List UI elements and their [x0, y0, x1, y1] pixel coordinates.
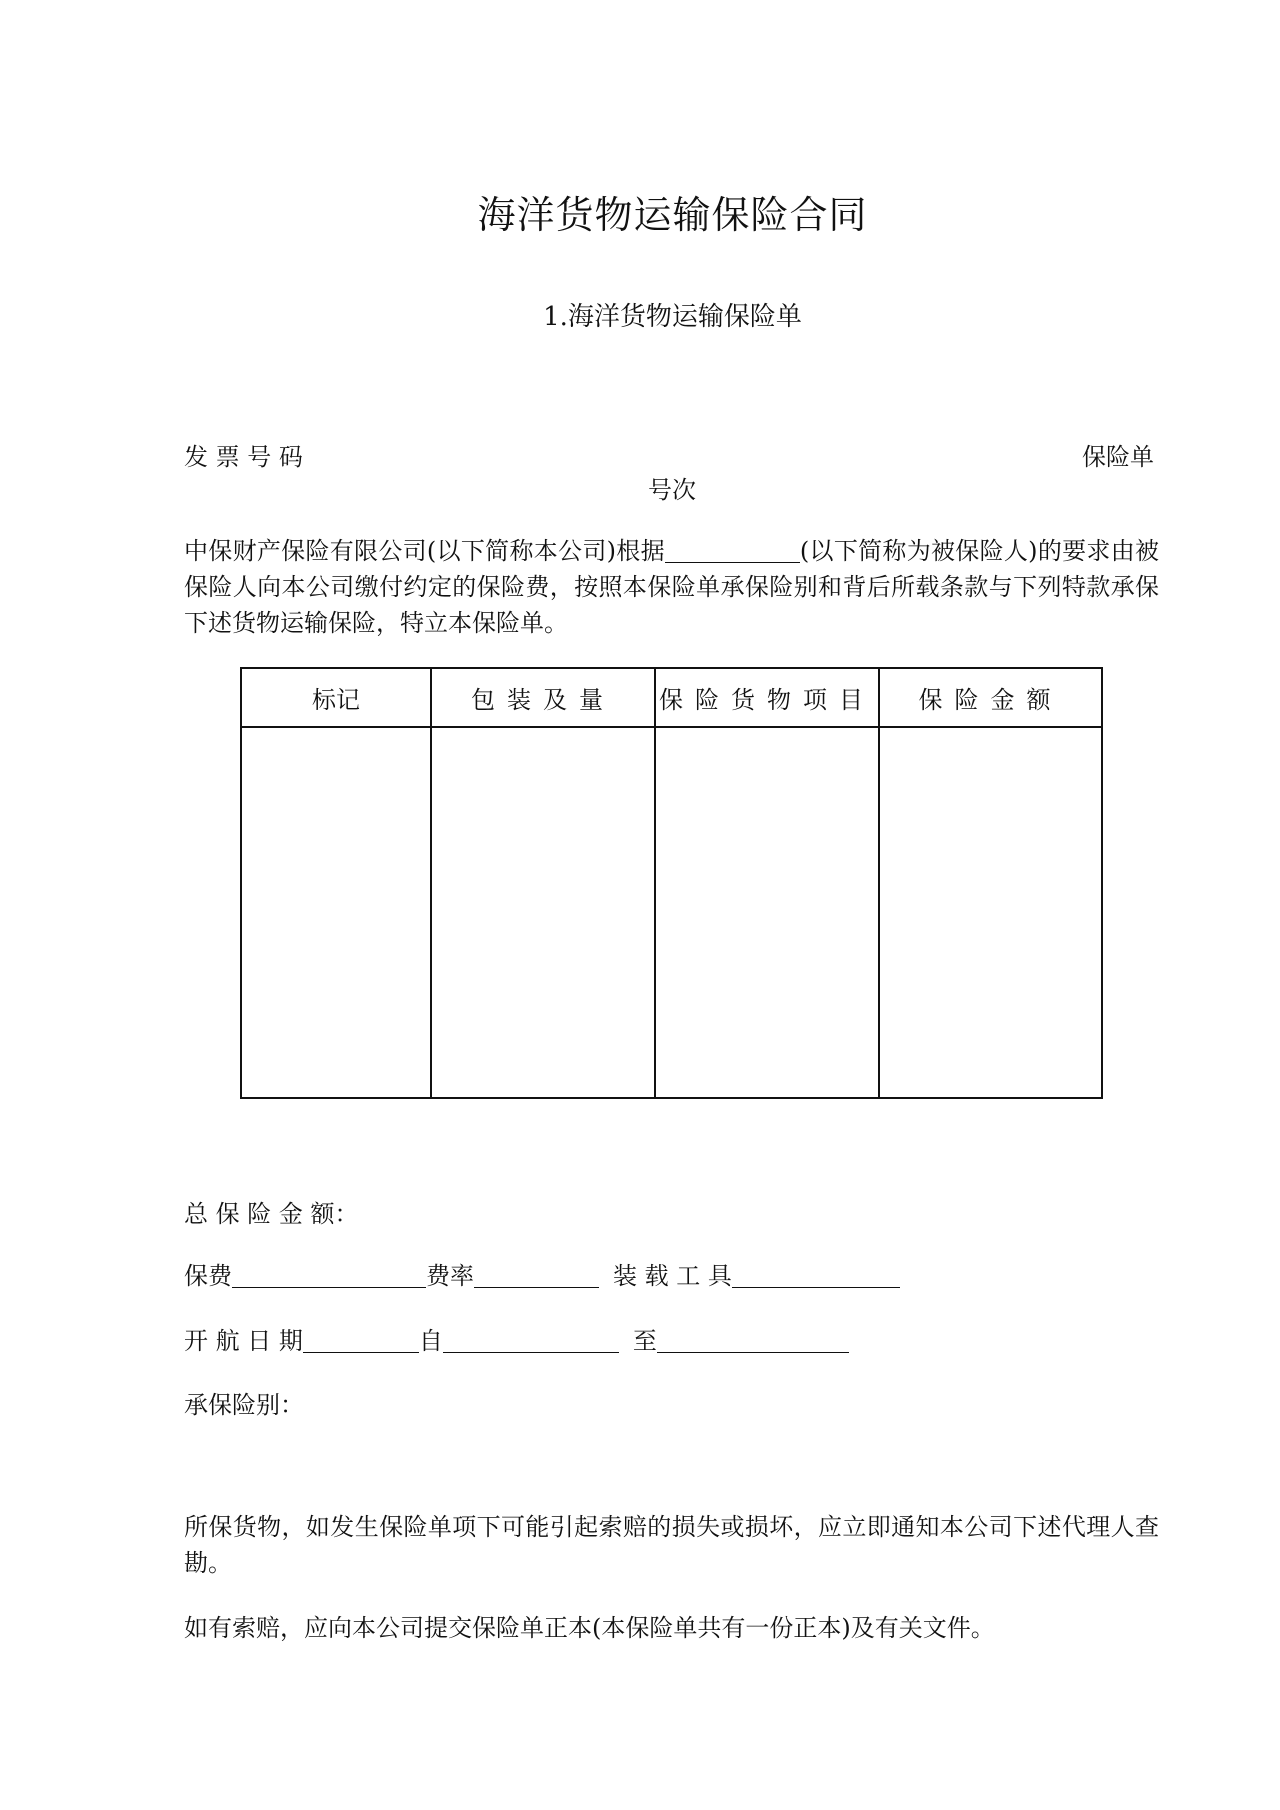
goods-cell[interactable]	[655, 727, 879, 1098]
table-row	[241, 727, 1102, 1098]
from-label: 自	[418, 1327, 443, 1355]
intro-text-part1: 中保财产保险有限公司(以下简称本公司)根据	[184, 537, 665, 565]
policy-number-label-a: 保险单	[1082, 443, 1154, 471]
premium-line	[184, 1258, 900, 1294]
rate-label: 费率	[426, 1262, 474, 1290]
from-blank[interactable]	[443, 1326, 619, 1353]
sailing-date-blank[interactable]	[303, 1326, 419, 1353]
intro-text-part2: (以下简称为被保险人)的要求由被保险人向本公司缴付约定的保险费，按照本保险单承保险别和背后所载条款与下列特款承保下述货物运输保险，特立本保险单。	[184, 537, 1159, 637]
packing-cell[interactable]	[431, 727, 655, 1098]
policy-number-label-b: 号次	[648, 476, 696, 504]
insured-name-blank[interactable]	[665, 536, 800, 563]
sailing-line	[184, 1323, 849, 1359]
header-packing-quantity: 包装及量	[431, 668, 655, 727]
header-insured-goods: 保险货物项目	[655, 668, 879, 727]
to-blank[interactable]	[657, 1326, 849, 1353]
header-insured-amount: 保险金额	[879, 668, 1102, 727]
document-subtitle: 1.海洋货物运输保险单	[543, 302, 802, 332]
premium-blank[interactable]	[232, 1261, 426, 1288]
claim-documents-paragraph: 如有索赔，应向本公司提交保险单正本(本保险单共有一份正本)及有关文件。	[184, 1614, 995, 1642]
marks-cell[interactable]	[241, 727, 431, 1098]
invoice-number-label: 发 票 号 码	[184, 443, 303, 471]
amount-cell[interactable]	[879, 727, 1102, 1098]
claim-notice-paragraph: 所保货物，如发生保险单项下可能引起索赔的损失或损坏，应立即通知本公司下述代理人查勘。	[184, 1513, 1159, 1577]
to-label: 至	[632, 1327, 657, 1355]
coverage-label: 承保险别：	[184, 1391, 304, 1419]
goods-table	[240, 667, 1103, 1099]
rate-blank[interactable]	[474, 1261, 599, 1288]
header-marks: 标记	[241, 668, 431, 727]
document-title: 海洋货物运输保险合同	[477, 193, 868, 237]
premium-label: 保费	[184, 1262, 232, 1290]
intro-paragraph	[184, 533, 1159, 641]
total-insured-amount-label: 总 保 险 金 额：	[184, 1200, 359, 1228]
conveyance-label: 装 载 工 具	[613, 1262, 732, 1290]
conveyance-blank[interactable]	[732, 1261, 900, 1288]
sailing-date-label: 开 航 日 期	[184, 1327, 303, 1355]
